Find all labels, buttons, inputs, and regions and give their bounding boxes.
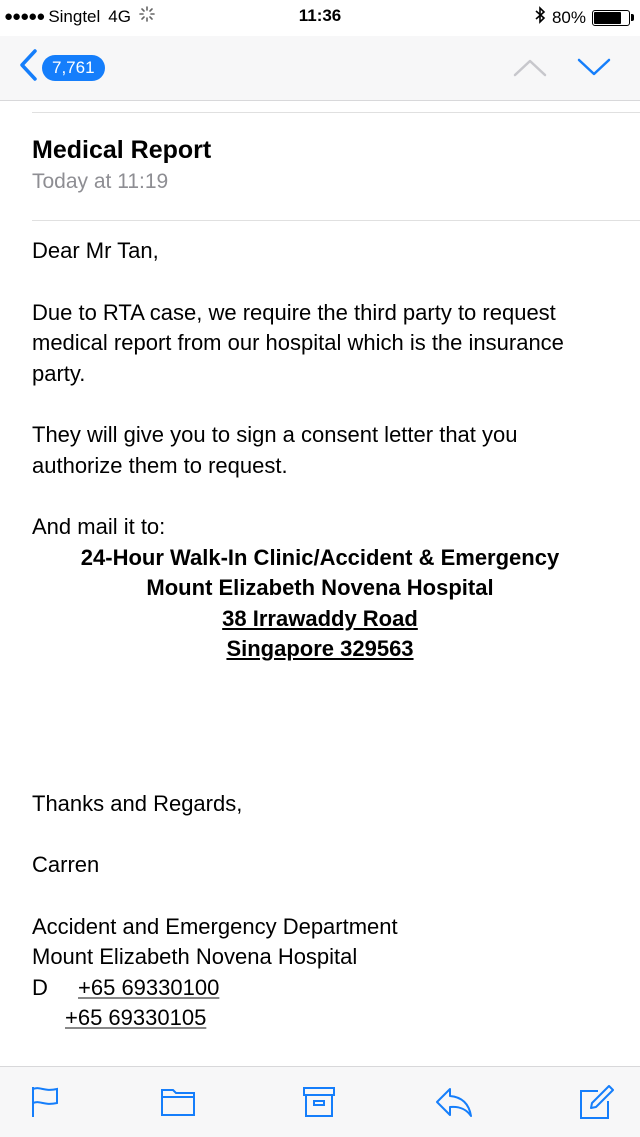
reply-icon [434, 1106, 474, 1123]
network-type: 4G [108, 6, 131, 26]
battery-nub [631, 14, 634, 21]
phone-line-1 [32, 973, 612, 1004]
mail-intro: And mail it to: [32, 514, 166, 539]
compose-button[interactable] [578, 1085, 614, 1126]
status-right [534, 6, 634, 29]
move-to-folder-button[interactable] [160, 1085, 196, 1122]
bluetooth-icon [534, 6, 546, 29]
battery-icon [592, 10, 630, 26]
address-line-2: Mount Elizabeth Novena Hospital [146, 575, 494, 600]
closing: Thanks and Regards, [32, 790, 243, 816]
department: Accident and Emergency Department [32, 913, 398, 939]
clock: 11:36 [298, 6, 342, 25]
phone-link-2[interactable]: +65 69330105 [65, 1005, 207, 1030]
carrier-name: Singtel [48, 6, 101, 26]
flag-icon [30, 1106, 60, 1123]
phone-prefix: D [32, 974, 48, 1000]
address-block [32, 543, 608, 665]
address-line-3-link[interactable]: 38 Irrawaddy Road [222, 605, 418, 631]
archive-button[interactable] [302, 1085, 336, 1124]
address-line-1: 24-Hour Walk-In Clinic/Accident & Emergency [80, 544, 560, 570]
paragraph-1: Due to RTA case, we require the third party to request medical report from our hospital which is the insurance party. [32, 299, 564, 386]
phone-line-2 [32, 1003, 612, 1034]
signal-strength-icon: ●●●●● [4, 8, 45, 25]
reply-button[interactable] [434, 1085, 474, 1124]
email-date: Today at 11:19 [32, 170, 169, 193]
email-subject: Medical Report [32, 136, 212, 164]
paragraph-2: They will give you to sign a consent letter that you authorize them to request. [32, 422, 518, 478]
chevron-up-icon [512, 65, 548, 82]
folder-icon [160, 1104, 196, 1121]
header-divider [32, 112, 640, 113]
address-line-4-link[interactable]: Singapore 329563 [226, 636, 414, 661]
hospital-name: Mount Elizabeth Novena Hospital [32, 944, 358, 969]
chevron-left-icon [18, 48, 38, 87]
compose-icon [578, 1108, 614, 1125]
chevron-down-icon [576, 65, 612, 82]
body-divider [32, 220, 640, 221]
bottom-toolbar [0, 1066, 640, 1137]
signer-name: Carren [32, 852, 100, 877]
inbox-count-badge: 7,761 [42, 55, 105, 81]
previous-message-button[interactable] [512, 56, 548, 83]
battery-percentage: 80% [551, 7, 586, 27]
archive-icon [302, 1106, 336, 1123]
email-body [32, 236, 612, 1034]
navigation-bar [0, 36, 640, 101]
flag-button[interactable] [30, 1085, 60, 1124]
greeting: Dear Mr Tan, [32, 238, 159, 263]
back-button[interactable] [18, 48, 105, 87]
status-bar [0, 0, 640, 36]
phone-link-1[interactable]: +65 69330100 [78, 974, 220, 1000]
next-message-button[interactable] [576, 56, 612, 83]
